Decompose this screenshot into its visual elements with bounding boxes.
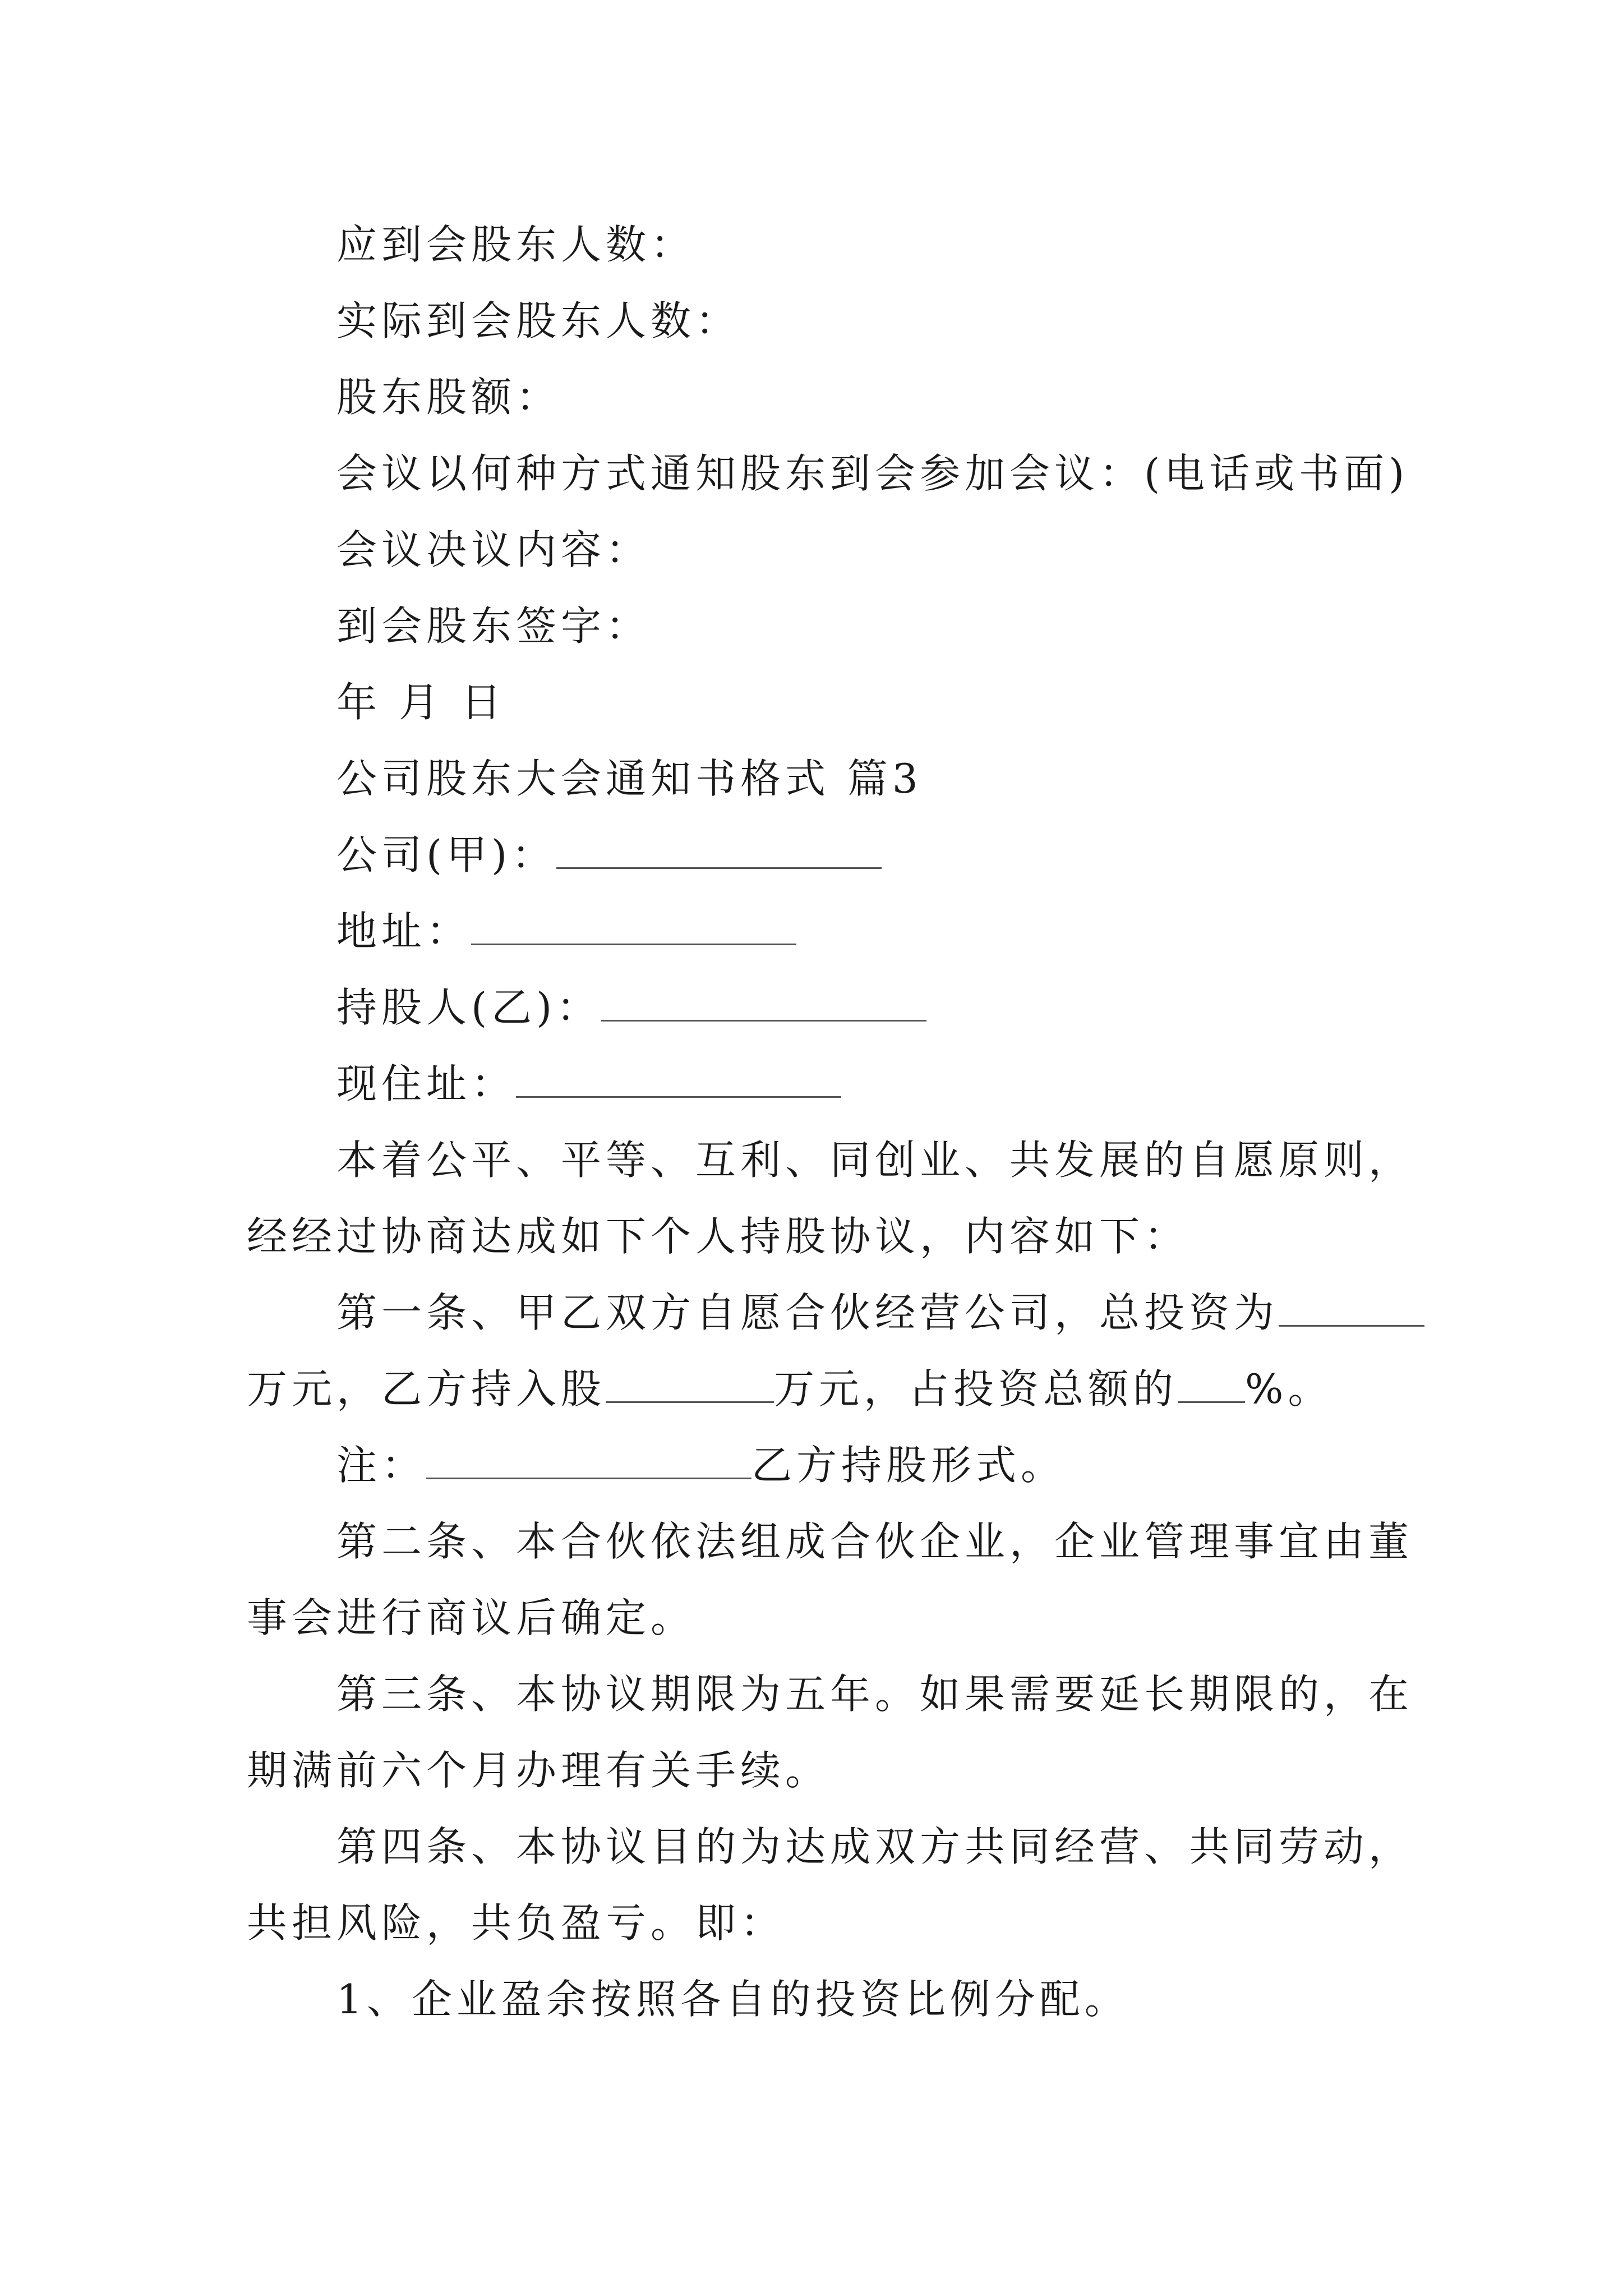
holder-blank — [601, 986, 926, 1022]
section-title: 公司股东大会通知书格式 篇3 — [336, 755, 923, 802]
address-field — [336, 904, 796, 958]
paragraph-line: 经经过协商达成如下个人持股协议，内容如下： — [247, 1213, 1189, 1260]
holder-label: 持股人(乙)： — [336, 984, 602, 1031]
paragraph-line: 本着公平、平等、互利、同创业、共发展的自愿原则， — [336, 1137, 1414, 1184]
article-1-text: 第一条、甲乙双方自愿合伙经营公司，总投资为 — [336, 1289, 1279, 1336]
total-investment-blank — [1279, 1291, 1424, 1327]
holder-field — [336, 981, 926, 1034]
article-3-line-1: 第三条、本协议期限为五年。如果需要延长期限的，在 — [336, 1671, 1414, 1718]
current-address-field — [336, 1057, 841, 1111]
share-amount-blank — [606, 1368, 774, 1403]
note-suffix: 乙方持股形式。 — [751, 1442, 1066, 1489]
article-3-line-2: 期满前六个月办理有关手续。 — [247, 1747, 831, 1794]
heading-share-amount: 股东股额： — [336, 374, 561, 421]
note-label: 注： — [336, 1442, 427, 1489]
address-label: 地址： — [336, 908, 472, 955]
current-address-label: 现住址： — [336, 1060, 517, 1107]
article-4-line-2: 共担风险，共负盈亏。即： — [247, 1899, 786, 1947]
note-blank — [426, 1444, 751, 1479]
article-2-line-1: 第二条、本合伙依法组成合伙企业，企业管理事宜由董 — [336, 1518, 1414, 1565]
heading-notice-method: 会议以何种方式通知股东到会参加会议：(电话或书面) — [336, 450, 1409, 497]
article-1-line-2 — [247, 1362, 1332, 1416]
date-line: 年 月 日 — [336, 679, 506, 726]
heading-signature: 到会股东签字： — [336, 602, 651, 650]
article-1-text: 万元，占投资总额的 — [774, 1365, 1178, 1412]
company-field — [336, 828, 882, 882]
article-1-text: 万元，乙方持入股 — [247, 1365, 606, 1412]
company-label: 公司(甲)： — [336, 831, 557, 878]
address-blank — [471, 910, 796, 945]
note-line — [336, 1438, 1066, 1492]
company-blank — [556, 834, 882, 869]
current-address-blank — [516, 1062, 841, 1098]
item-1: 1、企业盈余按照各自的投资比例分配。 — [336, 1976, 1129, 2023]
article-1-text: %。 — [1245, 1365, 1333, 1412]
percent-blank — [1178, 1368, 1245, 1403]
article-2-line-2: 事会进行商议后确定。 — [247, 1594, 696, 1641]
article-1-line-1 — [336, 1286, 1424, 1340]
heading-expected-shareholders: 应到会股东人数： — [336, 221, 696, 268]
article-4-line-1: 第四条、本协议目的为达成双方共同经营、共同劳动， — [336, 1823, 1414, 1870]
heading-resolution-content: 会议决议内容： — [336, 526, 651, 573]
heading-actual-shareholders: 实际到会股东人数： — [336, 297, 741, 344]
